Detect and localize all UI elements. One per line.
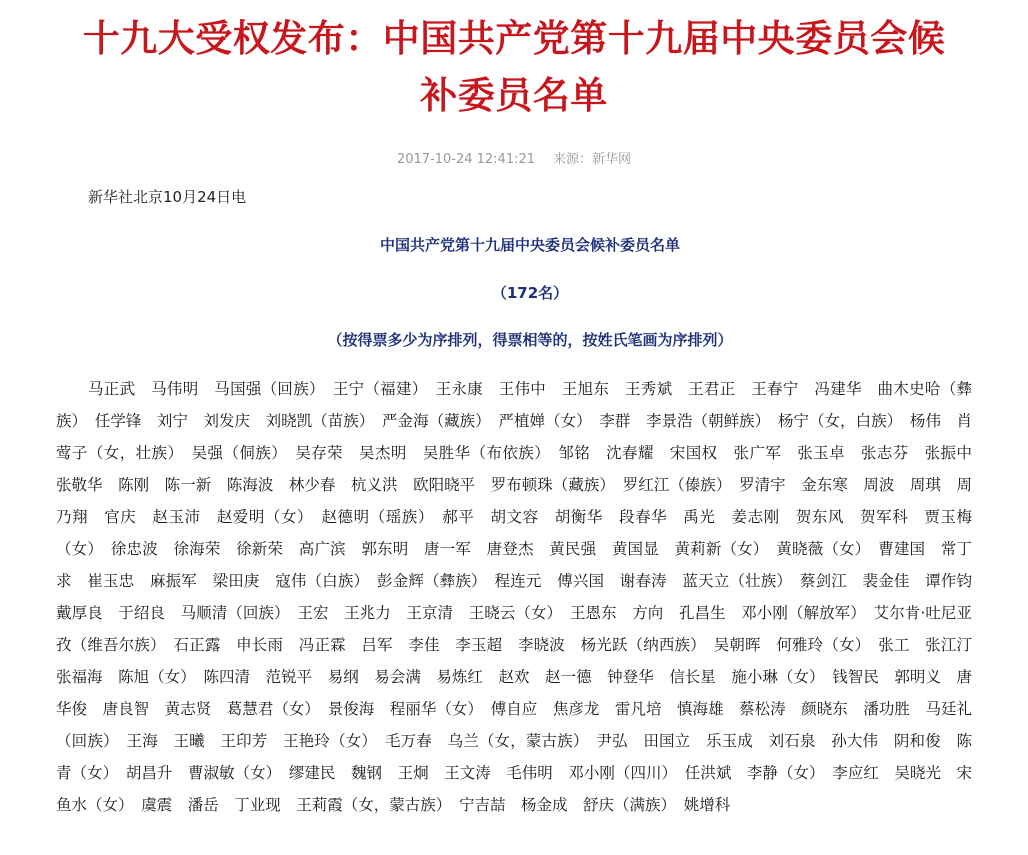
ordering-note: （按得票多少为序排列，得票相等的，按姓氏笔画为序排列） (327, 331, 733, 349)
headline-line-1: 十九大受权发布：中国共产党第十九届中央委员会候 (82, 17, 946, 60)
member-count: （172名） (491, 284, 569, 302)
source-label: 来源： (553, 152, 593, 167)
headline-line-2: 补委员名单 (420, 74, 608, 117)
article-meta (0, 148, 1028, 167)
member-names-list: 马正武 马伟明 马国强（回族） 王宁（福建） 王永康 王伟中 王旭东 王秀斌 王君正 王春宁 冯建华 曲木史哈（彝族） 任学锋 刘宁 刘发庆 刘晓凯（苗族） 严金海（藏族） 严植婵（女） 李群 李景浩（朝鲜族） 杨宁（女，白族） 杨伟 肖莺子（女，壮族） 吴强（侗族） 吴存荣 吴杰明 吴胜华（布依族） 邹铭 沈春耀 宋国权 张广军 张玉卓 张志芬 张振中 张敬华 陈刚 陈一新 陈海波 林少春 杭义洪 欧阳晓平 罗布顿珠（藏族） 罗红江（傣族） 罗清宇 金东寒 周波 周琪 周乃翔 官庆 赵玉沛 赵爱明（女） 赵德明（瑶族） 郝平 胡文容 胡衡华 段春华 禹光 姜志刚 贺东风 贺军科 贾玉梅（女） 徐忠波 徐海荣 徐新荣 高广滨 郭东明 唐一军 唐登杰 黄民强 黄国显 黄莉新（女） 黄晓薇（女） 曹建国 常丁求 崔玉忠 麻振军 梁田庚 寇伟（白族） 彭金辉（彝族） 程连元 傅兴国 谢春涛 蓝天立（壮族） 蔡剑江 裴金佳 谭作钧 戴厚良 于绍良 马顺清（回族） 王宏 王兆力 王京清 王晓云（女） 王恩东 方向 孔昌生 邓小刚（解放军） 艾尔肯·吐尼亚孜（维吾尔族） 石正露 申长雨 冯正霖 吕军 李佳 李玉超 李晓波 杨光跃（纳西族） 吴朝晖 何雅玲（女） 张工 张江汀 张福海 陈旭（女） 陈四清 范锐平 易纲 易会满 易炼红 赵欢 赵一德 钟登华 信长星 施小琳（女） 钱智民 郭明义 唐华俊 唐良智 黄志贤 葛慧君（女） 景俊海 程丽华（女） 傅自应 焦彦龙 雷凡培 慎海雄 蔡松涛 颜晓东 潘功胜 马廷礼（回族） 王海 王曦 王印芳 王艳玲（女） 毛万春 乌兰（女，蒙古族） 尹弘 田国立 乐玉成 刘石泉 孙大伟 阴和俊 陈青（女） 胡昌升 曹淑敏（女） 缪建民 魏钢 王炯 王文涛 毛伟明 邓小刚（四川） 任洪斌 李静（女） 李应红 吴晓光 宋鱼水（女） 虞震 潘岳 丁业现 王莉霞（女，蒙古族） 宁吉喆 杨金成 舒庆（满族） 姚增科 (56, 380, 988, 814)
article-headline (0, 10, 1028, 124)
source-name: 新华网 (592, 152, 632, 167)
publish-timestamp: 2017-10-24 12:41:21 (396, 152, 536, 167)
list-title: 中国共产党第十九届中央委员会候补委员名单 (379, 236, 680, 254)
dateline: 新华社北京10月24日电 (88, 188, 247, 206)
